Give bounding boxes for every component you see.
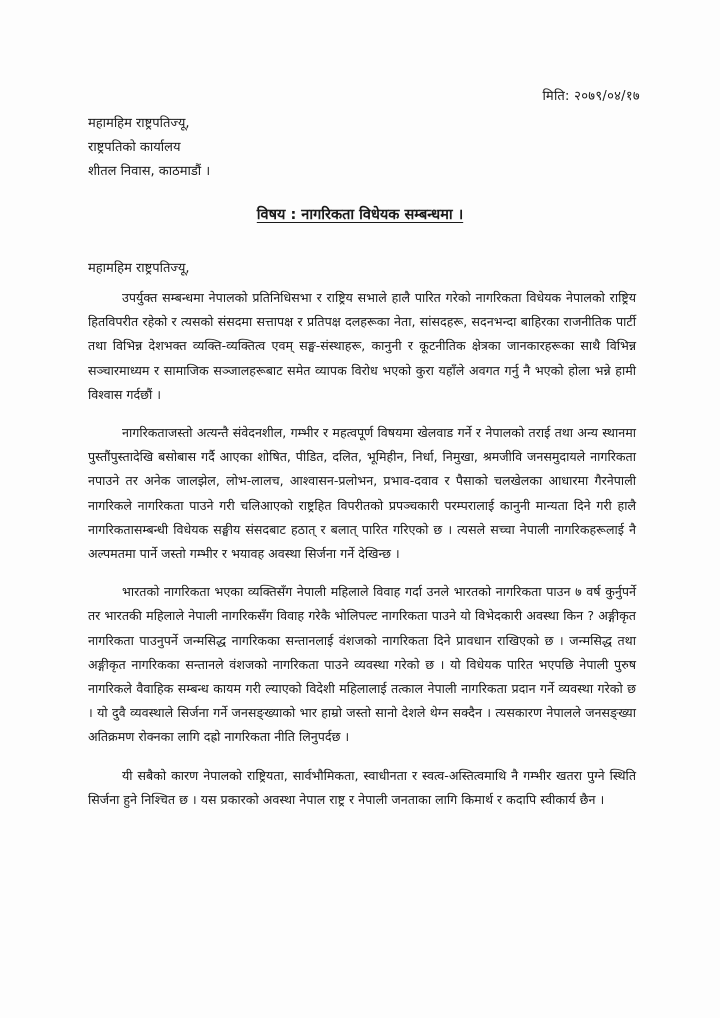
salutation: महामहिम राष्ट्रपतिज्यू, bbox=[88, 261, 190, 276]
subject-text: विषय : नागरिकता विधेयक सम्बन्धमा । bbox=[256, 207, 464, 223]
letter-date: मिति: २०७९/०४/१७ bbox=[542, 89, 640, 104]
subject-line bbox=[0, 204, 720, 224]
addressee-line: महामहिम राष्ट्रपतिज्यू, bbox=[88, 116, 190, 131]
addressee-line: शीतल निवास, काठमाडौं । bbox=[88, 164, 211, 179]
addressee-block bbox=[88, 112, 210, 184]
body-paragraph: नागरिकताजस्तो अत्यन्तै संवेदनशील, गम्भीर र महत्वपूर्ण विषयमा खेलवाड गर्ने र नेपालको तराई तथा अन्य स्थानमा पुस्तौंपुस्तादेखि बसोबास गर्दै आएका शोषित, पीडित, दलित, भूमिहीन, निर्धा, निमुखा, श्रमजीवि जनसमुदायले नागरिकता नपाउने तर अनेक जालझेल, लोभ-लालच, आश्वासन-प्रलोभन, प्रभाव-दवाव र पैसाको चलखेलका आधारमा गैरनेपाली नागरिकले नागरिकता पाउने गरी चलिआएको राष्ट्रहित विपरीतको प्रपञ्चकारी परम्परालाई कानुनी मान्यता दिने गरी हालै नागरिकतासम्बन्धी विधेयक सङ्घीय संसदबाट हठात् र बलात् पारित गरिएको छ । त्यसले सच्चा नेपाली नागरिकहरूलाई नै अल्पमतमा पार्ने जस्तो गम्भीर र भयावह अवस्था सिर्जना गर्ने देखिन्छ । bbox=[88, 425, 636, 562]
letter-body bbox=[88, 286, 636, 826]
body-paragraph: उपर्युक्त सम्बन्धमा नेपालको प्रतिनिधिसभा र राष्ट्रिय सभाले हालै पारित गरेको नागरिकता विधेयक नेपालको राष्ट्रिय हितविपरीत रहेको र त्यसको संसदमा सत्तापक्ष र प्रतिपक्ष दलहरूका नेता, सांसदहरू, सदनभन्दा बाहिरका राजनीतिक पार्टी तथा विभिन्न देशभक्त व्यक्ति-व्यक्तित्व एवम् सङ्घ-संस्थाहरू, कानुनी र कूटनीतिक क्षेत्रका जानकारहरूका साथै विभिन्न सञ्चारमाध्यम र सामाजिक सञ्जालहरूबाट समेत व्यापक विरोध भएको कुरा यहाँले अवगत गर्नु नै भएको होला भन्ने हामी विश्वास गर्दछौं । bbox=[88, 290, 636, 402]
body-paragraph: यी सबैको कारण नेपालको राष्ट्रियता, सार्वभौमिकता, स्वाधीनता र स्वत्व-अस्तित्वमाथि नै गम्भीर खतरा पुग्ने स्थिति सिर्जना हुने निश्चित छ । यस प्रकारको अवस्था नेपाल राष्ट्र र नेपाली जनताका लागि किमार्थ र कदापि स्वीकार्य छैन । bbox=[88, 767, 636, 807]
body-paragraph: भारतको नागरिकता भएका व्यक्तिसँग नेपाली महिलाले विवाह गर्दा उनले भारतको नागरिकता पाउन ७ वर्ष कुर्नुपर्ने तर भारतकी महिलाले नेपाली नागरिकसँग विवाह गरेकै भोलिपल्ट नागरिकता पाउने यो विभेदकारी अवस्था किन ? अङ्गीकृत नागरिकता पाउनुपर्ने जन्मसिद्ध नागरिकका सन्तानलाई वंशजको नागरिकता दिने प्रावधान राखिएको छ । जन्मसिद्ध तथा अङ्गीकृत नागरिकका सन्तानले वंशजको नागरिकता पाउने व्यवस्था गरेको छ । यो विधेयक पारित भएपछि नेपाली पुरुष नागरिकले वैवाहिक सम्बन्ध कायम गरी ल्याएको विदेशी महिलालाई तत्काल नेपाली नागरिकता प्रदान गर्ने व्यवस्था गरेको छ । यो दुवै व्यवस्थाले सिर्जना गर्ने जनसङ्ख्याको भार हाम्रो जस्तो सानो देशले थेग्न सक्दैन । त्यसकारण नेपालले जनसङ्ख्या अतिक्रमण रोक्नका लागि दह्रो नागरिकता नीति लिनुपर्दछ । bbox=[88, 584, 636, 745]
addressee-line: राष्ट्रपतिको कार्यालय bbox=[88, 140, 181, 155]
